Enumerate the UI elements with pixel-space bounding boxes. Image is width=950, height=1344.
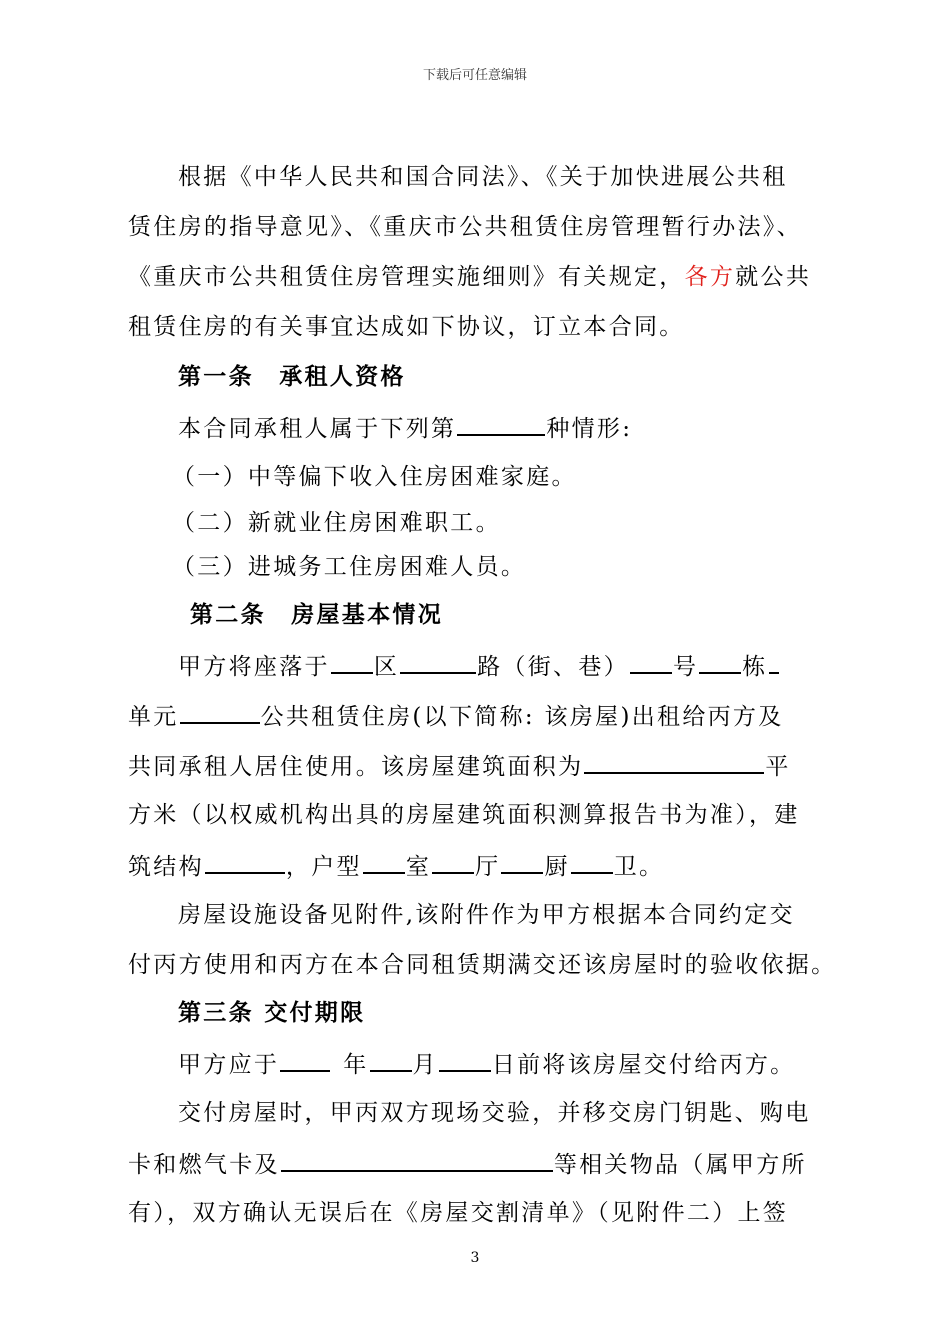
article-2-line-2: 单元 公共租赁住房(以下简称: 该房屋)出租给丙方及 xyxy=(128,700,784,732)
intro-line-4: 租赁住房的有关事宜达成如下协议，订立本合同。 xyxy=(128,314,685,340)
article-2-line-3: 共同承租人居住使用。该房屋建筑面积为 平 xyxy=(128,750,791,782)
fill-blank xyxy=(205,850,285,874)
article-2-para-2-line-1: 房屋设施设备见附件,该附件作为甲方根据本合同约定交 xyxy=(178,902,795,928)
fill-blank xyxy=(439,1048,491,1072)
fill-blank xyxy=(769,650,779,674)
article-2-para-2-line-2: 付丙方使用和丙方在本合同租赁期满交还该房屋时的验收依据。 xyxy=(128,952,837,978)
intro-line-2: 赁住房的指导意见》、《重庆市公共租赁住房管理暂行办法》、 xyxy=(128,214,802,240)
fill-blank xyxy=(331,650,373,674)
fill-blank xyxy=(280,1048,330,1072)
fill-blank xyxy=(432,850,474,874)
article-2-line-5: 筑结构 ，户型 室 厅 厨 卫。 xyxy=(128,850,664,882)
article-3-title: 第三条 交付期限 xyxy=(178,999,366,1026)
article-3-line-1: 甲方应于 年 月 日前将该房屋交付给丙方。 xyxy=(178,1048,795,1080)
article-3-line-3: 卡和燃气卡及 等相关物品（属甲方所 xyxy=(128,1148,807,1180)
article-1-option-3: （三）进城务工住房困难人员。 xyxy=(172,554,527,580)
article-2-title: 第二条 房屋基本情况 xyxy=(190,601,443,628)
page-number: 3 xyxy=(470,1250,480,1266)
fill-blank xyxy=(180,700,260,724)
fill-blank xyxy=(281,1148,553,1172)
fill-blank xyxy=(370,1048,412,1072)
fill-blank xyxy=(501,850,543,874)
article-1-option-2: （二）新就业住房困难职工。 xyxy=(172,510,501,536)
intro-line-3: 《重庆市公共租赁住房管理实施细则》有关规定，各方就公共 xyxy=(128,264,812,290)
fill-blank xyxy=(699,650,741,674)
article-1-title: 第一条 承租人资格 xyxy=(178,363,406,390)
article-2-line-1: 甲方将座落于 区 路（街、巷） 号 栋 xyxy=(178,650,780,682)
highlighted-text: 各方 xyxy=(684,264,736,290)
article-1-option-1: （一）中等偏下收入住房困难家庭。 xyxy=(172,464,577,490)
fill-blank xyxy=(630,650,672,674)
article-2-line-4: 方米（以权威机构出具的房屋建筑面积测算报告书为准），建 xyxy=(128,802,800,828)
fill-blank xyxy=(571,850,613,874)
page-header: 下载后可任意编辑 xyxy=(422,68,527,83)
fill-blank xyxy=(584,750,764,774)
article-3-line-4: 有），双方确认无误后在《房屋交割清单》（见附件二）上签 xyxy=(128,1200,789,1226)
intro-line-1: 根据《中华人民共和国合同法》、《关于加快进展公共租 xyxy=(178,164,788,190)
fill-blank xyxy=(400,650,476,674)
fill-blank xyxy=(457,412,545,436)
fill-blank xyxy=(363,850,405,874)
article-1-question: 本合同承租人属于下列第 种情形: xyxy=(178,412,632,444)
article-3-line-2: 交付房屋时，甲丙双方现场交验，并移交房门钥匙、购电 xyxy=(178,1100,811,1126)
